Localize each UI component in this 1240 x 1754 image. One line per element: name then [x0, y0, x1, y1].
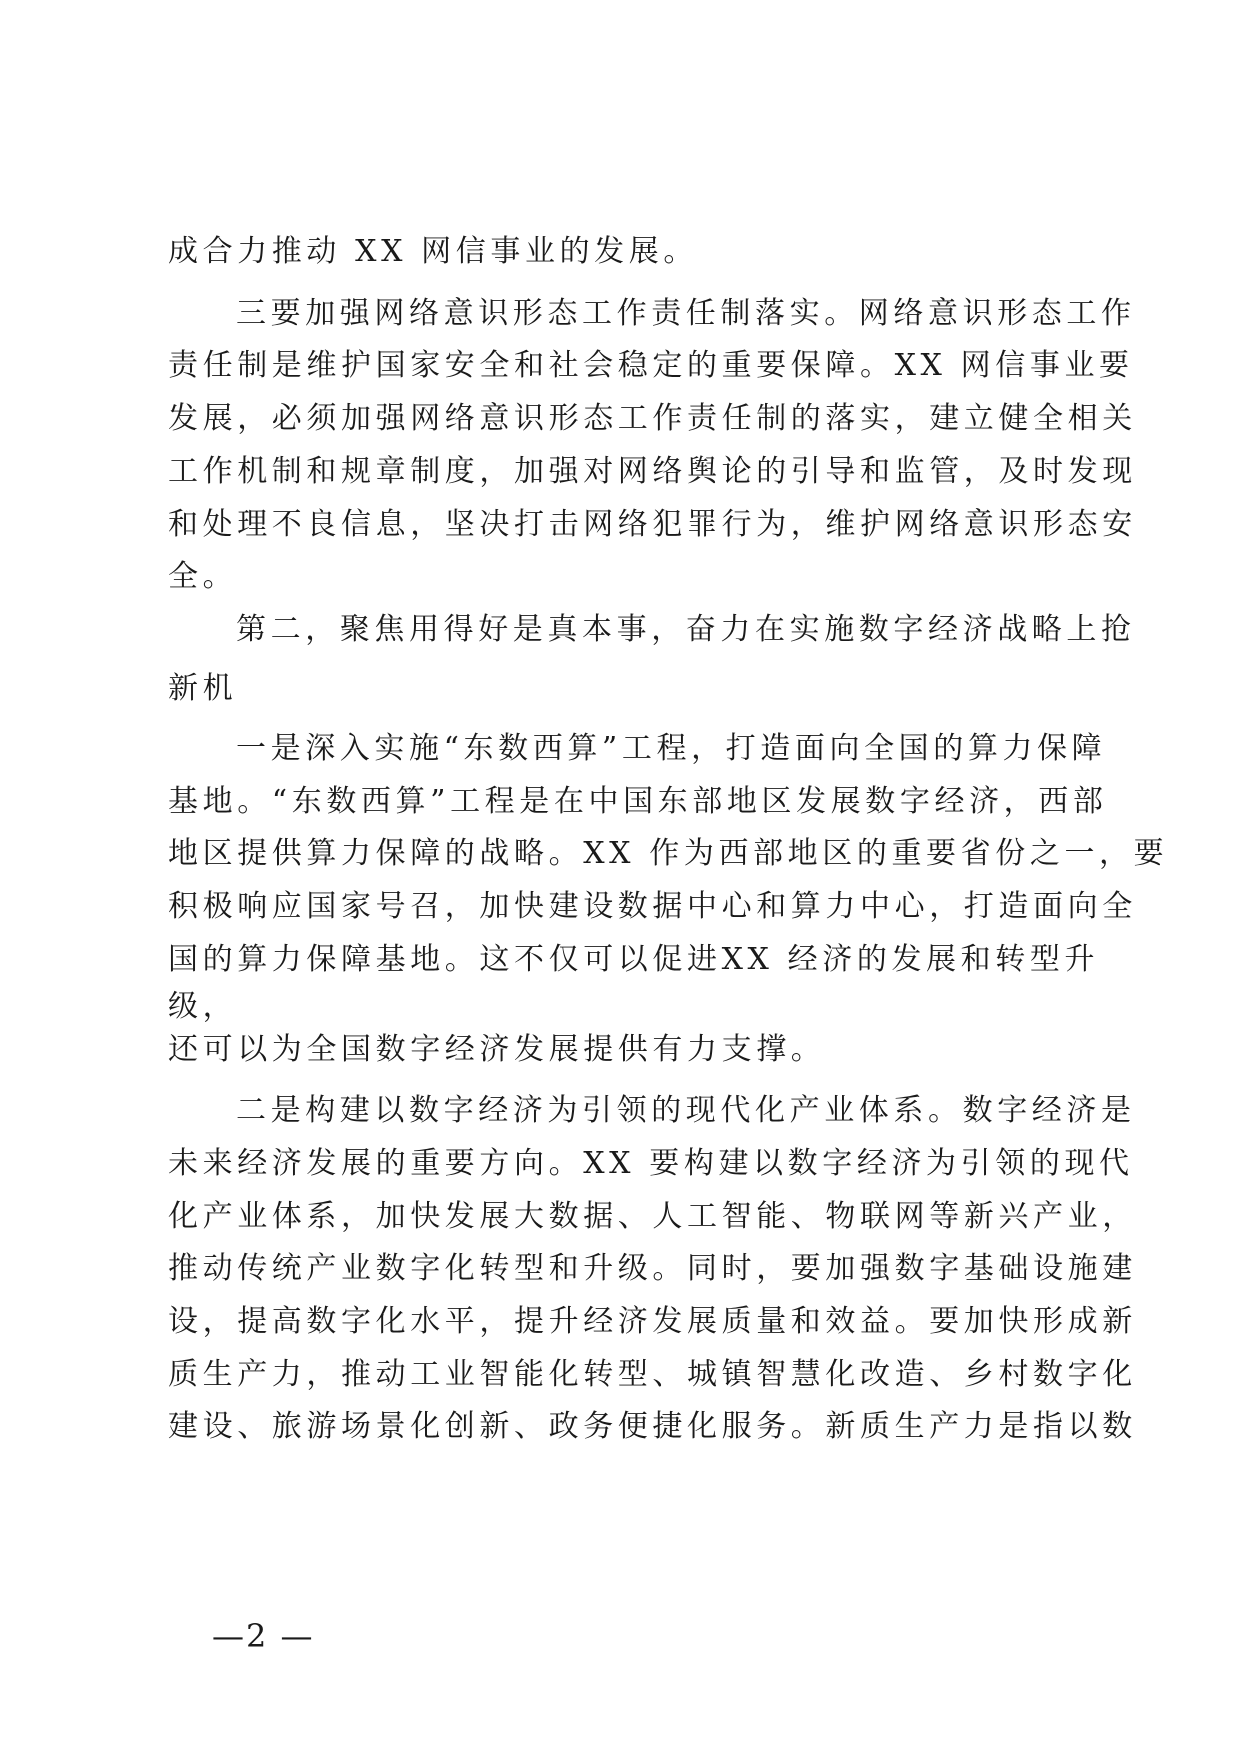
page-number: —2 —: [212, 1617, 315, 1655]
text-line-19: 化产业体系，加快发展大数据、人工智能、物联网等新兴产业，: [168, 1199, 1137, 1234]
text-line-1: 成合力推动 XX 网信事业的发展。: [168, 234, 698, 269]
text-line-16: 还可以为全国数字经济发展提供有力支撑。: [168, 1032, 826, 1067]
text-line-21: 设，提高数字化水平，提升经济发展质量和效益。要加快形成新: [168, 1304, 1137, 1339]
text-line-7: 全。: [168, 559, 238, 594]
text-line-4: 发展，必须加强网络意识形态工作责任制的落实，建立健全相关: [168, 401, 1137, 436]
text-line-23: 建设、旅游场景化创新、政务便捷化服务。新质生产力是指以数: [168, 1409, 1137, 1444]
text-line-5: 工作机制和规章制度，加强对网络舆论的引导和监管，及时发现: [168, 454, 1137, 489]
text-line-17: 二是构建以数字经济为引领的现代化产业体系。数字经济是: [236, 1093, 1136, 1128]
text-line-12: 地区提供算力保障的战略。XX 作为西部地区的重要省份之一，要: [168, 836, 1169, 871]
text-line-8: 第二，聚焦用得好是真本事，奋力在实施数字经济战略上抢: [236, 612, 1136, 647]
text-line-9: 新机: [168, 671, 238, 706]
text-line-3: 责任制是维护国家安全和社会稳定的重要保障。XX 网信事业要: [168, 348, 1134, 383]
text-line-18: 未来经济发展的重要方向。XX 要构建以数字经济为引领的现代: [168, 1146, 1134, 1181]
text-line-20: 推动传统产业数字化转型和升级。同时，要加强数字基础设施建: [168, 1251, 1137, 1286]
text-line-15: 级，: [168, 989, 238, 1024]
text-line-6: 和处理不良信息，坚决打击网络犯罪行为，维护网络意识形态安: [168, 507, 1137, 542]
text-line-2: 三要加强网络意识形态工作责任制落实。网络意识形态工作: [236, 296, 1136, 331]
text-line-11: 基地。“东数西算”工程是在中国东部地区发展数字经济，西部: [168, 784, 1108, 819]
text-line-22: 质生产力，推动工业智能化转型、城镇智慧化改造、乡村数字化: [168, 1357, 1137, 1392]
text-line-13: 积极响应国家号召，加快建设数据中心和算力中心，打造面向全: [168, 889, 1137, 924]
text-line-14: 国的算力保障基地。这不仅可以促进XX 经济的发展和转型升: [168, 942, 1100, 977]
text-line-10: 一是深入实施“东数西算”工程，打造面向全国的算力保障: [236, 731, 1107, 766]
